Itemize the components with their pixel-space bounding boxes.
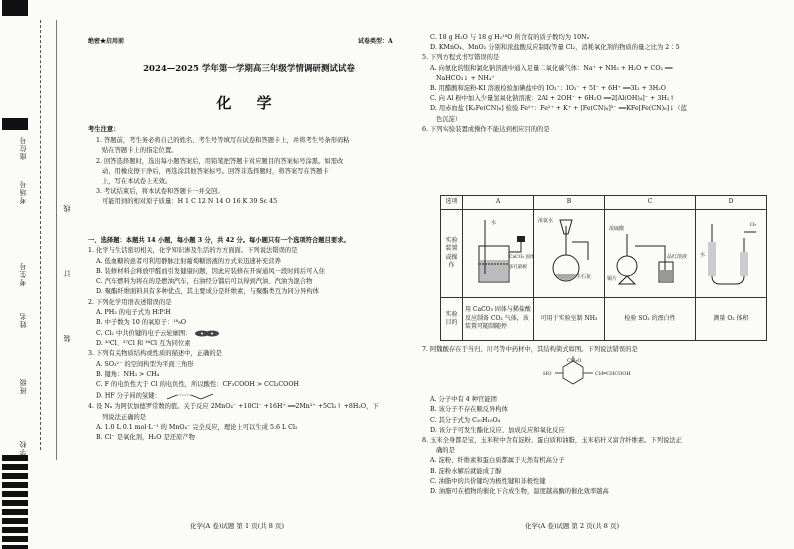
- option-line: A. PH₃ 的电子式为 H∶P∶H: [96, 309, 171, 317]
- question-1-stem: 1. 化学与生活密切相关，化学知识渗及生活的方方面面。下列说法错误的是: [88, 247, 298, 255]
- notice-line: 贴在答题卡上的指定位置。: [102, 147, 178, 155]
- option-line: [88, 390, 410, 402]
- school-label: 学校: [19, 440, 27, 456]
- option-line: [88, 329, 410, 339]
- option-line: B. Cl⁻ 是氧化剂，H₂O 是还原产物: [96, 434, 195, 442]
- question-8-stem-cont: 确的是: [436, 447, 455, 455]
- class-label: 班级: [19, 378, 27, 394]
- atomic-mass-line: 可能用到的相对原子质量：H 1 C 12 N 14 O 16 K 39 Sc 45: [102, 198, 278, 206]
- table-header-cell: B: [534, 196, 605, 210]
- table-header-cell: 选项: [441, 196, 463, 210]
- label-caco3: CaCO₃ 固体: [509, 254, 535, 260]
- page-footer-right: 化学(A 卷)试题 第 2 页(共 8 页): [525, 522, 620, 530]
- ammonia-generator-figure: [536, 212, 602, 292]
- binding-field-line: [56, 20, 57, 460]
- question-4-stem: 4. 设 Nₐ 为阿伏加德罗常数的值。关于反应 2MnO₄⁻ +10Cl⁻ +16H⁺ ══2Mn²⁺ +5Cl₂↑ +8H₂O，下: [88, 403, 379, 411]
- room-no-label: 考场号: [19, 180, 27, 204]
- purpose-c: 检验 SO₂ 的漂白性: [605, 298, 696, 341]
- notice-line: 2. 回答选择题时，选出每小题答案后，用铅笔把答题卡对应题目的答案标号涂黑。如需改: [96, 157, 344, 165]
- option-line: D. ³⁵Cl、³⁷Cl 和 ³⁶Cl 互为同位素: [96, 339, 191, 347]
- label-copper: 铜片: [607, 275, 618, 282]
- experiment-table: [440, 195, 767, 341]
- gas-volume-figure: [698, 212, 764, 292]
- binding-strip: [0, 0, 70, 549]
- option-line: B. 该分子不存在顺反异构体: [430, 406, 508, 414]
- binding-dashed-line: [40, 20, 41, 450]
- row-label-apparatus: 实验装置或操作: [441, 210, 463, 298]
- option-line: A. SO₃²⁻ 的空间构型为平面三角形: [96, 360, 194, 368]
- paper-type: 试卷类型：A: [358, 38, 393, 45]
- apparatus-b: [534, 210, 605, 298]
- label-o2: O₂: [750, 221, 757, 228]
- row-label-purpose: 实验目的: [441, 298, 463, 341]
- table-header-cell: D: [696, 196, 767, 210]
- apparatus-d: [696, 210, 767, 298]
- option-line: A. 淀粉、纤维素和蛋白质都属于天然有机高分子: [430, 457, 565, 465]
- kipp-generator-figure: [465, 212, 535, 292]
- option-line: D. 油脂可在植物的催化下合成生物，温度越高酶的催化效率越高: [430, 488, 609, 496]
- table-header-cell: C: [605, 196, 696, 210]
- black-stripe: [2, 118, 28, 130]
- label-water-d: 水: [700, 251, 706, 258]
- option-line: D. 聚酯纤维面料具有多种优点，其主要成分是纤维素，与聚酯类互为同分异构体: [96, 288, 319, 296]
- label-magenta: 品红溶液: [667, 253, 688, 260]
- option-line: A. 1.0 L 0.1 mol·L⁻¹ 的 MnO₄⁻ 完全反应，理论上可以生成 5.6 L Cl₂: [96, 424, 298, 432]
- ferulic-acid-structure: [535, 355, 665, 385]
- option-line: A. 分子中有 4 种官能团: [430, 396, 497, 404]
- cut-mark-zhuang: 装: [63, 335, 71, 342]
- option-line: D. 该分子可发生酯化反应、加成反应和氧化反应: [430, 426, 565, 434]
- section-heading: 一、选择题：本题共 14 小题，每小题 3 分，共 42 分。每小题只有一个选项符合题目要求。: [88, 237, 350, 244]
- so2-bleaching-figure: [607, 212, 693, 292]
- option-line: C. 向 Al 粉中加入少量氢氧化钠溶液：2Al + 2OH⁻ + 6H₂O ══2[Al(OH)₄]⁻ + 3H₂↑: [430, 95, 675, 103]
- label-water: 水: [491, 219, 497, 226]
- option-line: B. 键角：NH₃ > CH₄: [96, 370, 160, 378]
- section-choice-questions: [88, 236, 410, 444]
- name-label: 姓名: [19, 312, 27, 328]
- option-line: D. KMnO₄、MnO₂ 分别和浓盐酸反应制取等量 Cl₂，消耗氧化剂的物质的量之比为 2∶5: [430, 44, 680, 52]
- question-3-stem: 3. 下列有关物质结构或性质的描述中，正确的是: [88, 350, 222, 358]
- option-line: C. 汽车燃料为将在的是燃油汽车，石油经分馏后可以得到汽油、汽油为混合物: [96, 278, 313, 286]
- apparatus-a: [463, 210, 534, 298]
- option-text: D. HF 分子间的氢键：: [96, 392, 161, 400]
- notice-line: 1. 答题前，考生务必将自己的姓名、考生号等填写在试卷和答题卡上，并将考生号条形码粘: [96, 137, 350, 145]
- question-6-stem: 6. 下列实验装置或操作不能达到相应目的的是: [422, 125, 550, 133]
- notice-line: 动，用橡皮擦干净后，再选涂其他答案标号。回答非选择题时，将答案写在答题卡: [102, 167, 329, 175]
- candidate-notice: [88, 125, 410, 208]
- option-line: B. 中子数为 10 的氧原子：¹⁸₈O: [96, 319, 187, 327]
- question-7-stem: 7. 阿魏酸存在于当归、川芎等中药材中，其结构简式如图。下列说法错误的是: [422, 346, 638, 353]
- option-line: 色沉淀）: [436, 115, 462, 123]
- label-acrylic-chain: CH═CHCOOH: [595, 371, 631, 377]
- questions-4-to-6: [422, 33, 774, 135]
- hydrogen-bond-diagram: [163, 390, 223, 402]
- secret-mark: 绝密★启用前: [88, 38, 125, 45]
- question-5-stem: 5. 下列方程式书写错误的是: [422, 54, 500, 62]
- label-methoxy: CH₃O: [567, 358, 582, 364]
- notice-heading: 考生注意：: [88, 126, 120, 133]
- purpose-a: 用 CaCO₃ 固体与稀盐酸反应制备 CO₂ 气体，该装置可随制随停: [463, 298, 534, 341]
- notice-line: 上，写在本试卷上无效。: [102, 178, 172, 186]
- electron-cloud-diagram: [194, 330, 220, 337]
- label-porous-plate: 多孔隔板: [509, 264, 527, 270]
- page-footer-left: 化学(A 卷)试题 第 1 页(共 8 页): [190, 522, 285, 530]
- black-stripe: [2, 455, 28, 549]
- question-8-stem: 8. 玉米全身都是宝，玉米粒中含有淀粉、蛋白质和油脂，玉米秸秆又富含纤维素。下列说法正: [422, 437, 682, 445]
- option-line: B. 淀粉水解后就能成了醇: [430, 467, 502, 475]
- table-header-cell: A: [463, 196, 534, 210]
- option-text: C. Cl₂ 中共价键的电子云轮廓图：: [96, 329, 192, 337]
- option-line: B. 用醋酸和淀粉-KI 溶液检验加碘盐中的 IO₃⁻：IO₃⁻ + 5I⁻ + 6H⁺ ══3I₂ + 3H₂O: [430, 85, 666, 93]
- black-stripe: [2, 0, 28, 16]
- option-line: B. 装修材料会释放甲醛而引发健康问题，因此应装修在开窗通风一段时间后可入住: [96, 267, 326, 275]
- subject-title: 化 学: [216, 94, 282, 112]
- label-quicklime: 生石灰: [576, 273, 592, 280]
- option-line: D. 用赤血盐 [K₃Fe(CN)₆] 检验 Fe²⁺：Fe²⁺ + K⁺ + [Fe(CN)₆]³⁻ ══KFe[Fe(CN)₆]↓（蓝: [430, 105, 687, 113]
- cut-mark-xian: 线: [63, 205, 71, 212]
- option-line: A. 低血糖的患者可利用静脉注射葡萄糖溶液的方式来迅速补充营养: [96, 257, 281, 265]
- cut-mark-ding: 订: [63, 270, 71, 277]
- label-ammonia: 浓氨水: [538, 217, 554, 224]
- option-line: C. 其分子式为 C₁₀H₁₀O₄: [430, 416, 501, 424]
- option-line: A. 向氨化的饱和氯化钠溶液中通入足量二氧化碳气体：Na⁺ + NH₃ + H₂O + CO₂ ══: [430, 64, 673, 72]
- purpose-b: 可用于实验室制 NH₃: [534, 298, 605, 341]
- question-4-stem-cont: 列说法正确的是: [102, 413, 147, 421]
- seat-no-label: 座位号: [19, 136, 27, 160]
- option-line: C. F 的电负性大于 Cl 的电负性，所以酸性：CF₃COOH > CCl₃COOH: [96, 381, 299, 389]
- option-line: C. 18 g H₂O 与 18 g H₂¹⁸O 所含有的质子数均为 10Nₐ: [430, 34, 590, 41]
- label-conc-sulfuric: 浓硫酸: [609, 225, 625, 232]
- exam-title: 2024—2025 学年第一学期高三年级学情调研测试试卷: [143, 64, 355, 74]
- apparatus-c: [605, 210, 696, 298]
- option-line: C. 油脂中的共价键均为极性键和非极性键: [430, 477, 546, 485]
- candidate-no-label: 考生号: [19, 262, 27, 286]
- option-line: NaHCO₃↓ + NH₄⁺: [436, 74, 495, 82]
- label-hydroxy: HO: [543, 371, 552, 377]
- notice-line: 3. 考试结束后，将本试卷和答题卡一并交回。: [96, 188, 224, 196]
- question-2-stem: 2. 下列化学用语表述错误的是: [88, 298, 172, 306]
- purpose-d: 测量 O₂ 体积: [696, 298, 767, 341]
